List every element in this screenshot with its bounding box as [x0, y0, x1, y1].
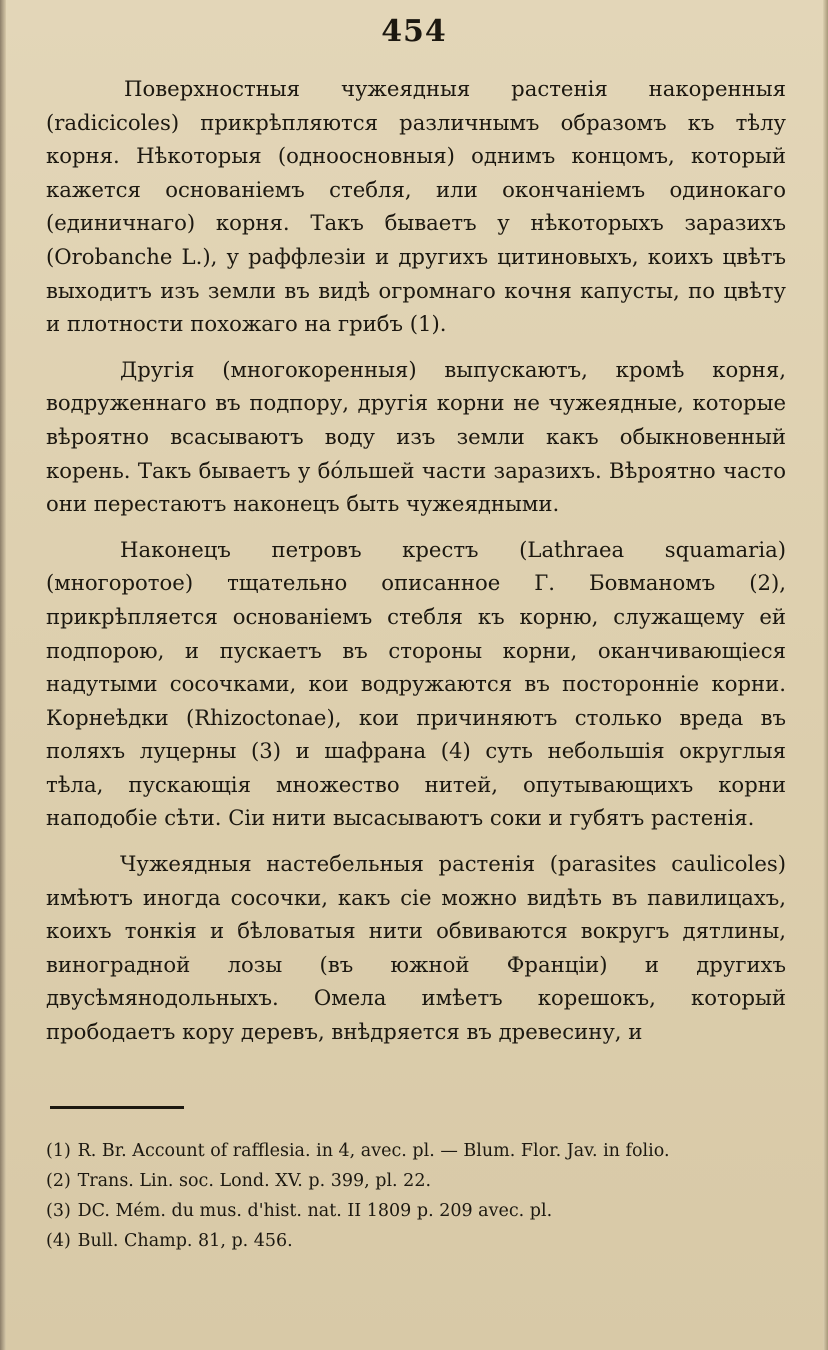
page-edge-right	[823, 0, 828, 1350]
paragraph-4: Чужеядныя настебельныя растенія (parasites caulicoles) имѣютъ иногда сосочки, какъ сіе можно видѣть въ павилицахъ, коихъ тонкія и бѣловатыя нити обвиваются вокругъ дятлины, виноградной лозы (въ южной Франціи) и другихъ двусѣмянодольныхъ. Омела имѣетъ корешокъ, который прободаетъ кору деревъ, внѣдряется въ древесину, и	[46, 851, 786, 1045]
footnote-3	[46, 1196, 786, 1226]
footnote-2-text: Trans. Lin. soc. Lond. XV. p. 399, pl. 22.	[77, 1171, 432, 1191]
page-number: 454	[381, 14, 447, 49]
footnote-4-text: Bull. Champ. 81, p. 456.	[77, 1231, 293, 1251]
footnotes	[46, 1136, 786, 1256]
paragraph-1: Поверхностныя чужеядныя растенія накоренныя (radicicoles) прикрѣпляются различнымъ образомъ къ тѣлу корня. Нѣкоторыя (одноосновныя) однимъ концомъ, который кажется основаніемъ стебля, или окончаніемъ одинокаго (единичнаго) корня. Такъ бываетъ у нѣкоторыхъ заразихъ (Orobanche L.), у раффлезіи и другихъ цитиновыхъ, коихъ цвѣтъ выходитъ изъ земли въ видѣ огромнаго кочня капусты, по цвѣту и плотности похожаго на грибъ (1).	[46, 76, 786, 337]
footnote-1	[46, 1136, 786, 1166]
footnote-1-mark: (1)	[46, 1141, 71, 1161]
paragraph-2: Другія (многокоренныя) выпускаютъ, кромѣ корня, водруженнаго въ подпору, другія корни не чужеядные, которые вѣроятно всасываютъ воду изъ земли какъ обыкновенный корень. Такъ бываетъ у бо́льшей части заразихъ. Вѣроятно часто они перестаютъ наконецъ быть чужеядными.	[46, 356, 786, 517]
footnote-4	[46, 1226, 786, 1256]
footnote-4-mark: (4)	[46, 1231, 71, 1251]
footnote-separator	[50, 1106, 184, 1109]
footnote-3-mark: (3)	[46, 1201, 71, 1221]
footnote-2-mark: (2)	[46, 1171, 71, 1191]
footnote-1-text: R. Br. Account of rafflesia. in 4, avec. pl. — Blum. Flor. Jav. in folio.	[77, 1141, 670, 1161]
footnote-2	[46, 1166, 786, 1196]
paragraph-3: Наконецъ петровъ крестъ (Lathraea squamaria) (многоротое) тщательно описанное Г. Бовманомъ (2), прикрѣпляется основаніемъ стебля къ корню, служащему ей подпорою, и пускаетъ въ стороны корни, оканчивающіеся надутыми сосочками, кои водружаются въ посторонніе корни. Корнеѣдки (Rhizoctonae), кои причиняютъ столько вреда въ поляхъ луцерны (3) и шафрана (4) суть небольшія округлыя тѣла, пускающія множество нитей, опутывающихъ корни наподобіе сѣти. Сіи нити высасываютъ соки и губятъ растенія.	[46, 536, 786, 831]
page-edge-left	[0, 0, 6, 1350]
body-text	[46, 72, 786, 1061]
footnote-3-text: DC. Mém. du mus. d'hist. nat. II 1809 p. 209 avec. pl.	[77, 1201, 553, 1221]
